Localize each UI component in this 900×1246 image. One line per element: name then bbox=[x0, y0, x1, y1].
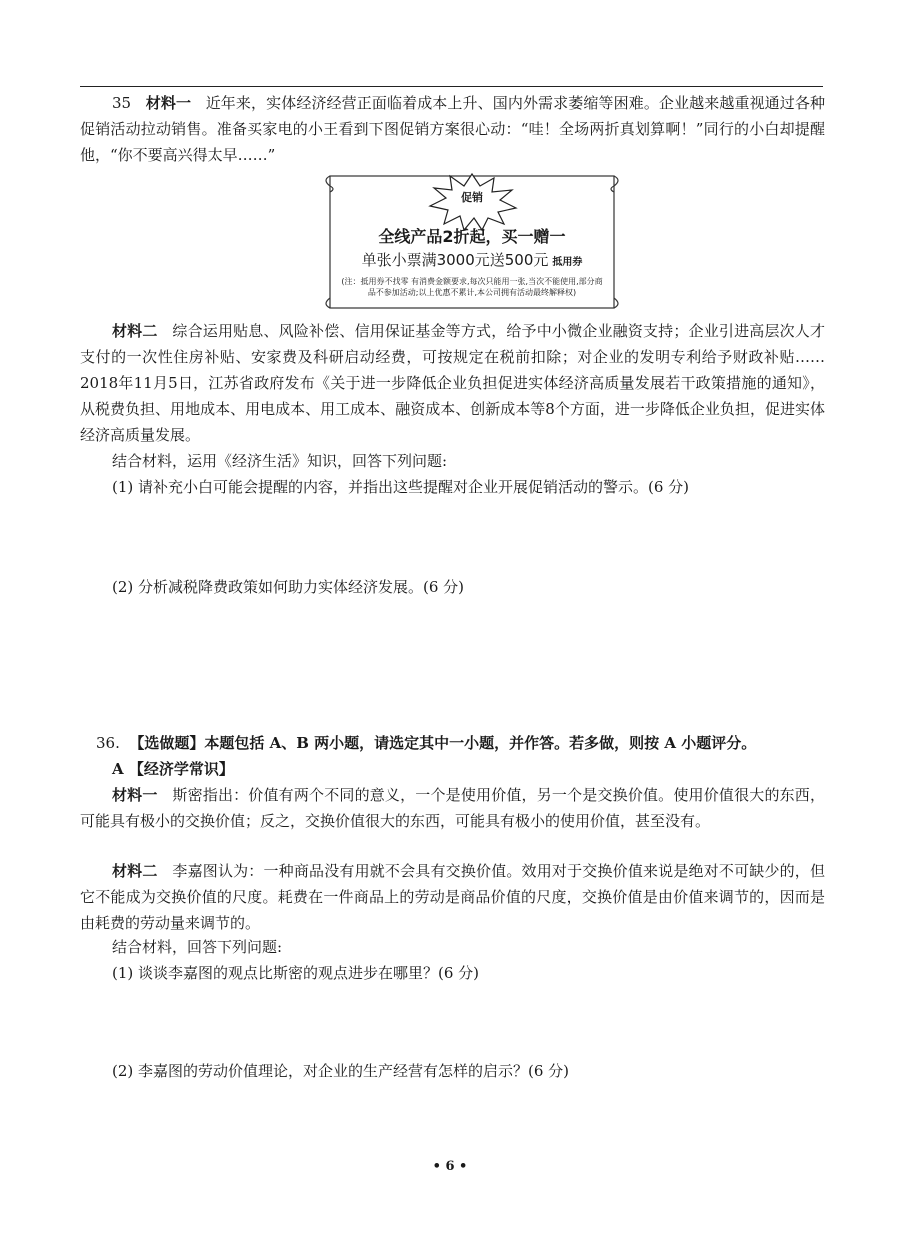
q35-material2 bbox=[80, 318, 825, 448]
q35-material1-text: 近年来，实体经济经营正面临着成本上升、国内外需求萎缩等困难。企业越来越重视通过各种促销活动拉动销售。准备买家电的小王看到下图促销方案很心动：“哇！全场两折真划算啊！”同行的小白却提醒他，“你不要高兴得太早……” bbox=[80, 94, 825, 164]
header-rule bbox=[80, 86, 823, 87]
q35-material2-text: 综合运用贴息、风险补偿、信用保证基金等方式，给予中小微企业融资支持；企业引进高层次人才支付的一次性住房补贴、安家费及科研启动经费，可按规定在税前扣除；对企业的发明专利给予财政补贴……2018年11月5日，江苏省政府发布《关于进一步降低企业负担促进实体经济高质量发展若干政策措施的通知》，从税费负担、用地成本、用电成本、用工成本、融资成本、创新成本等8个方面，进一步降低企业负担，促进实体经济高质量发展。 bbox=[80, 322, 825, 444]
page-number: • 6 • bbox=[432, 1159, 468, 1174]
promo-banner bbox=[322, 172, 622, 312]
q35-instruction: 结合材料，运用《经济生活》知识，回答下列问题: bbox=[112, 452, 448, 470]
q36-header bbox=[96, 730, 756, 756]
q35-sub1: (1) 请补充小白可能会提醒的内容，并指出这些提醒对企业开展促销活动的警示。(6 分) bbox=[112, 478, 690, 496]
q36-section-a: A 【经济学常识】 bbox=[112, 760, 234, 778]
q36-material1-label: 材料一 bbox=[112, 786, 158, 804]
q36-header-text: 【选做题】本题包括 A、B 两小题，请选定其中一小题，并作答。若多做，则按 A 小题评分。 bbox=[129, 734, 757, 752]
q35-material2-label: 材料二 bbox=[112, 322, 158, 340]
q36-sub2: (2) 李嘉图的劳动价值理论，对企业的生产经营有怎样的启示？(6 分) bbox=[112, 1062, 570, 1080]
promo-line2-main: 单张小票满3000元送500元 bbox=[361, 251, 549, 269]
q36-material2-text: 李嘉图认为：一种商品没有用就不会具有交换价值。效用对于交换价值来说是绝对不可缺少的，但它不能成为交换价值的尺度。耗费在一件商品上的劳动是商品价值的尺度，交换价值是由价值来调节的，因而是由耗费的劳动量来调节的。 bbox=[80, 862, 825, 932]
q35-sub2: (2) 分析减税降费政策如何助力实体经济发展。(6 分) bbox=[112, 578, 465, 596]
promo-burst-label: 促销 bbox=[461, 191, 483, 204]
q36-material2 bbox=[80, 858, 825, 936]
q36-instruction: 结合材料，回答下列问题: bbox=[112, 938, 283, 956]
promo-line2-small: 抵用券 bbox=[552, 257, 583, 268]
q36-material2-label: 材料二 bbox=[112, 862, 158, 880]
promo-line1: 全线产品2折起，买一赠一 bbox=[378, 227, 566, 246]
q35-material1 bbox=[80, 90, 825, 168]
promo-note: (注：抵用券不找零 有消费金额要求,每次只能用一张,当次不能使用,部分商品不参加活动;以上优惠不累计,本公司拥有活动最终解释权) bbox=[341, 277, 603, 297]
q36-material1-text: 斯密指出：价值有两个不同的意义，一个是使用价值，另一个是交换价值。使用价值很大的东西，可能具有极小的交换价值；反之，交换价值很大的东西，可能具有极小的使用价值，甚至没有。 bbox=[80, 786, 825, 830]
q35-number: 35 bbox=[112, 94, 132, 112]
q36-number: 36. bbox=[96, 734, 120, 752]
q36-sub1: (1) 谈谈李嘉图的观点比斯密的观点进步在哪里？(6 分) bbox=[112, 964, 480, 982]
promo-line2 bbox=[322, 249, 622, 270]
q35-material1-label: 材料一 bbox=[145, 94, 192, 112]
q36-material1 bbox=[80, 782, 825, 834]
